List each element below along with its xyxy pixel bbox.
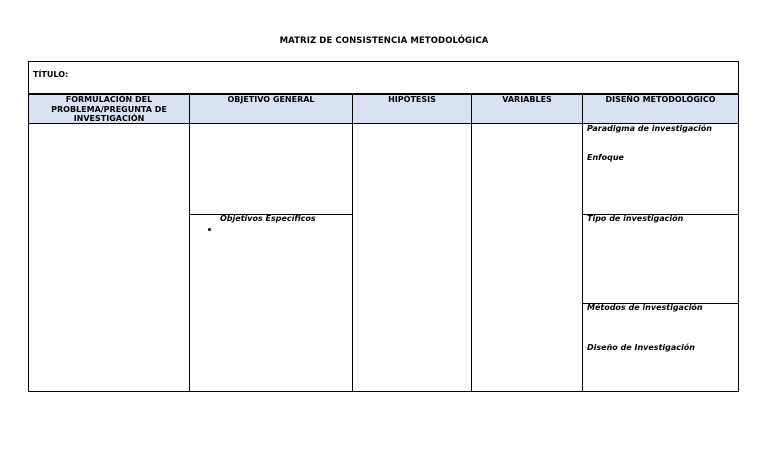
document-title: MATRIZ DE CONSISTENCIA METODOLÓGICA xyxy=(279,36,489,46)
cell-hipotesis xyxy=(352,123,472,392)
cell-tipo-investigacion xyxy=(582,214,739,304)
titulo-row xyxy=(28,61,739,94)
enfoque-label: Enfoque xyxy=(587,153,624,162)
header-diseno-metodologico: DISEÑO METODOLÓGICO xyxy=(582,94,739,124)
bullet-point xyxy=(208,228,211,231)
diseno-investigacion-label: Diseño de Investigación xyxy=(587,343,695,352)
cell-problema xyxy=(28,123,190,392)
titulo-label: TÍTULO: xyxy=(33,70,69,79)
cell-paradigma-enfoque xyxy=(582,123,739,215)
paradigma-label: Paradigma de investigación xyxy=(587,124,712,133)
cell-objetivos-especificos xyxy=(189,214,353,392)
cell-metodos-diseno xyxy=(582,303,739,392)
header-variables: VARIABLES xyxy=(471,94,583,124)
cell-objetivo-general xyxy=(189,123,353,215)
header-problema: FORMULACIÓN DEL PROBLEMA/PREGUNTA DE INVESTIGACIÓN xyxy=(28,94,190,124)
header-hipotesis: HIPÓTESIS xyxy=(352,94,472,124)
cell-variables xyxy=(471,123,583,392)
metodos-label: Métodos de investigación xyxy=(587,303,703,312)
header-objetivo-general: OBJETIVO GENERAL xyxy=(189,94,353,124)
objetivos-especificos-label: Objetivos Específicos xyxy=(220,214,316,223)
tipo-label: Tipo de investigación xyxy=(587,214,684,223)
